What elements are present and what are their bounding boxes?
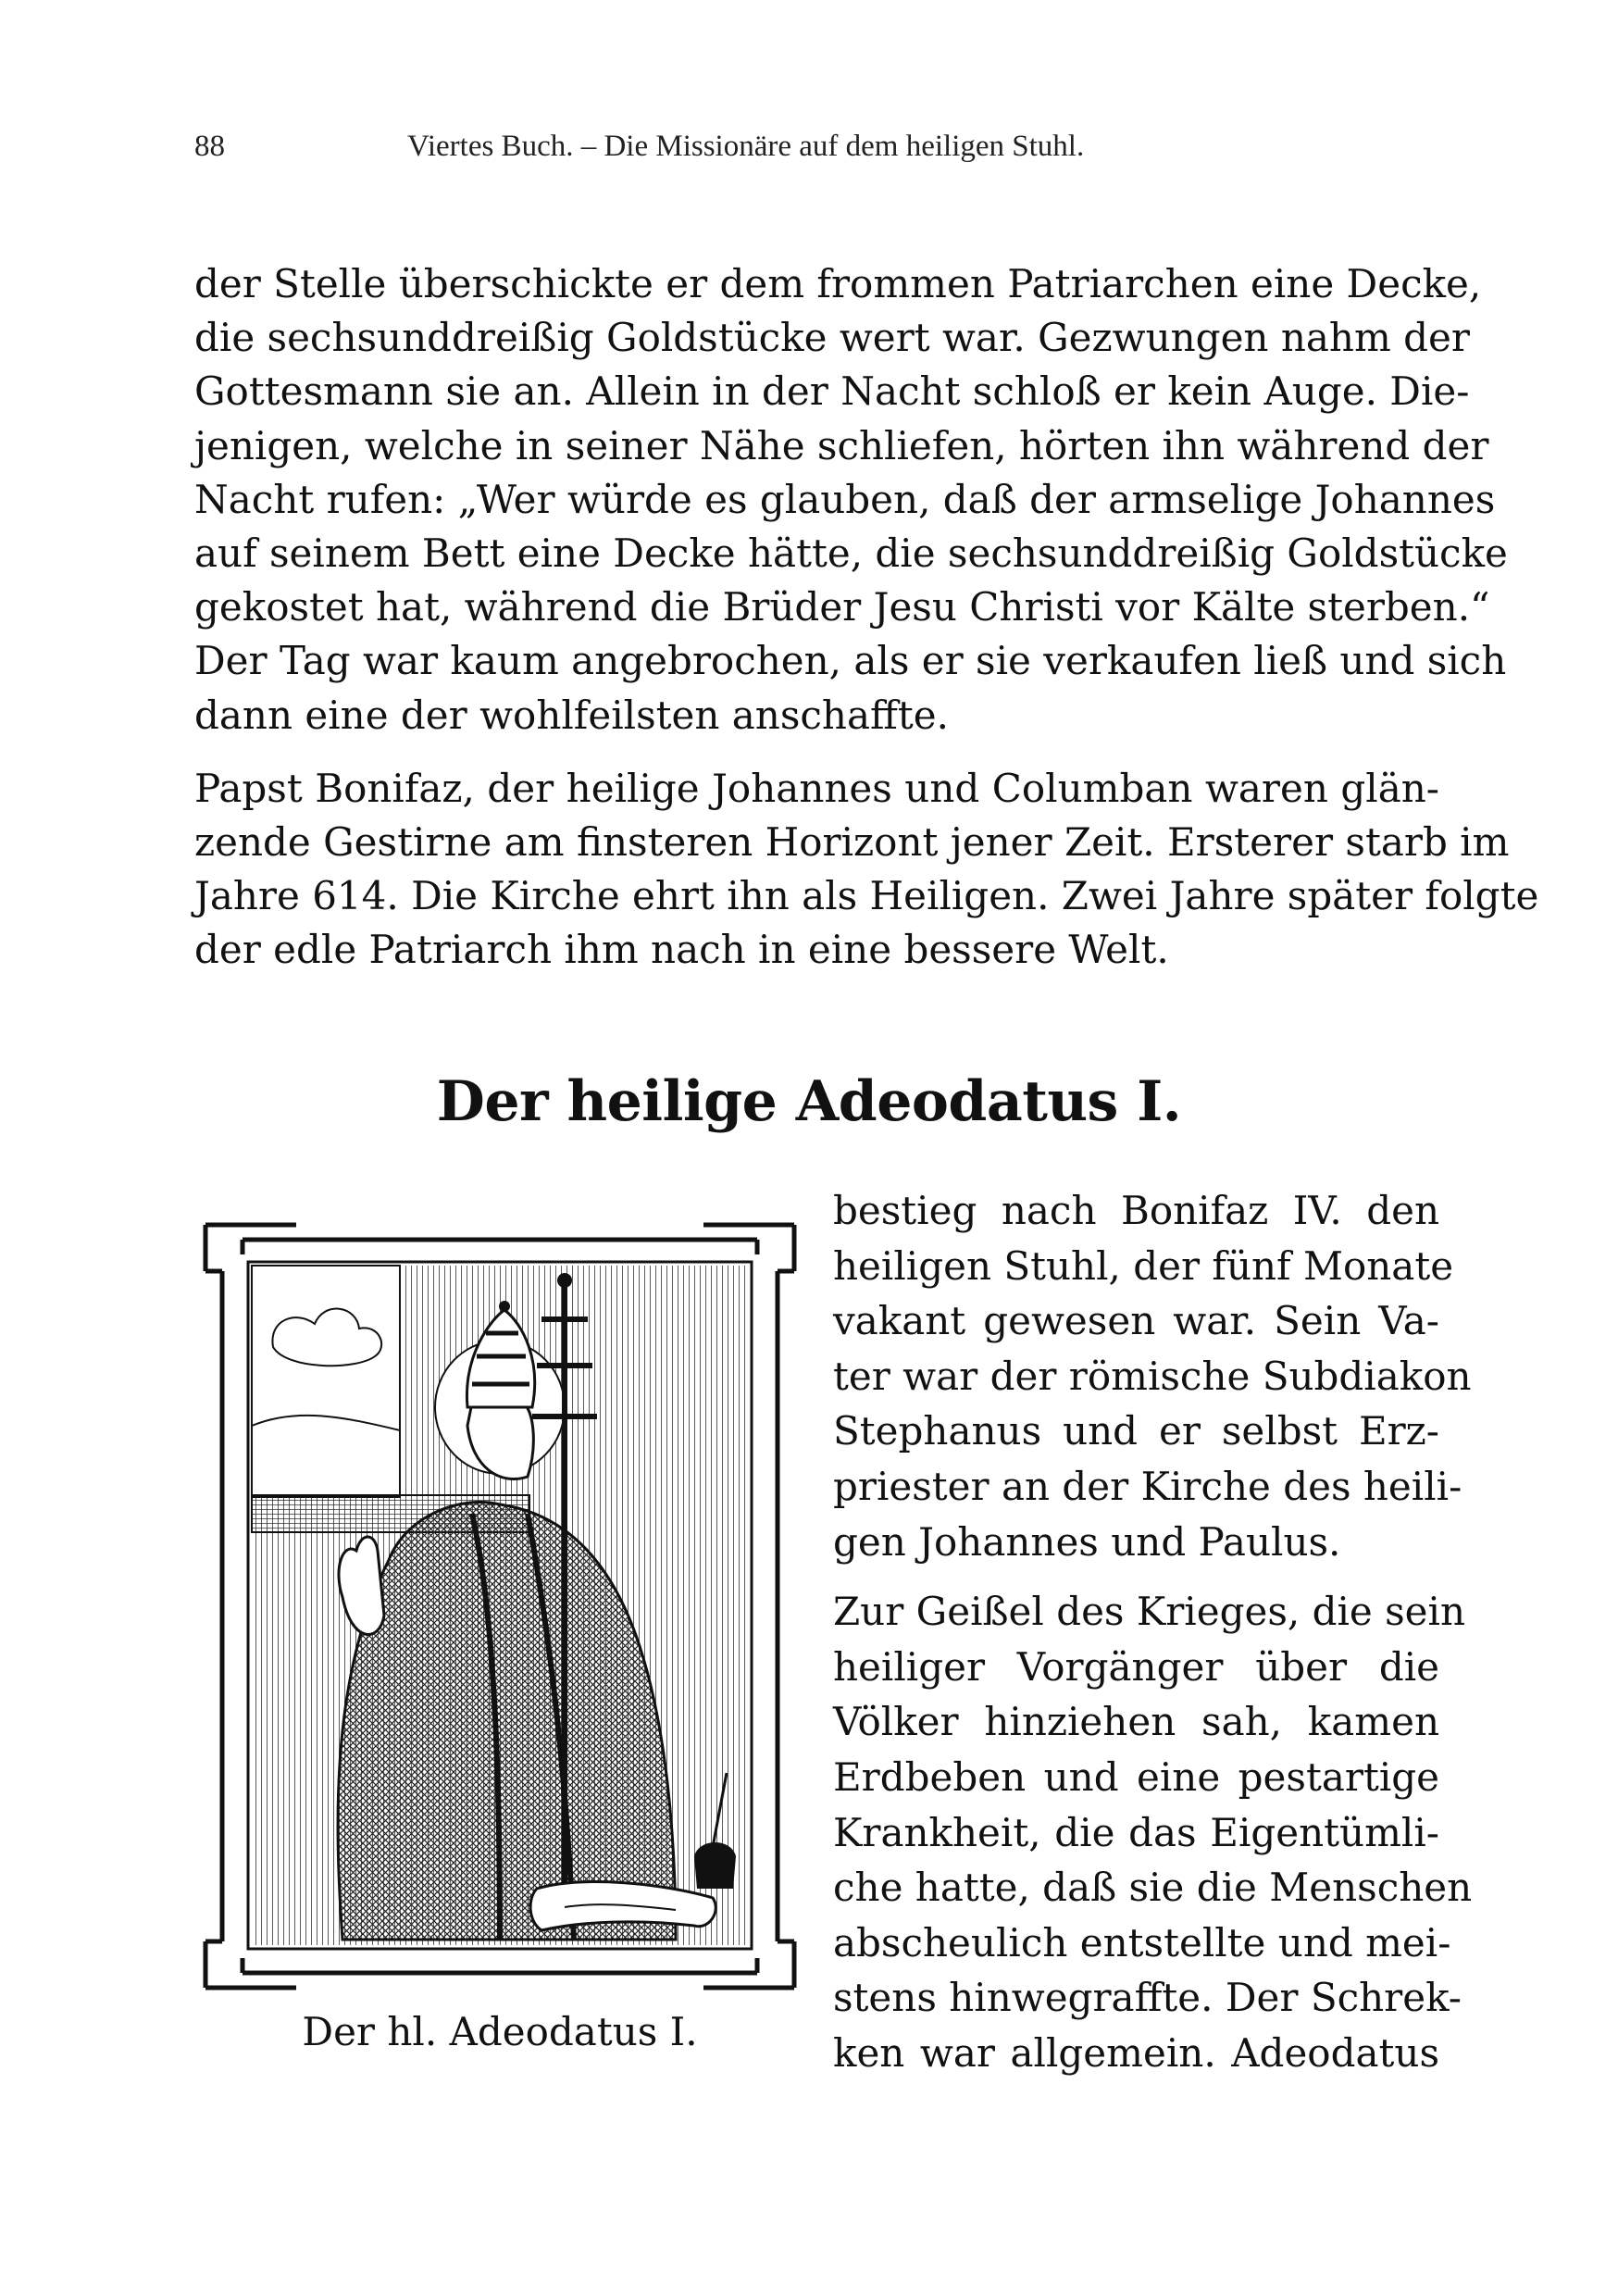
- page-number: 88: [194, 130, 225, 163]
- text-line: auf seinem Bett eine Decke hätte, die sechsunddreißig Goldstücke: [194, 530, 1508, 577]
- text-line: ken war allgemein. Adeodatus: [833, 2029, 1439, 2076]
- running-title: Viertes Buch. – Die Missionäre auf dem heiligen Stuhl.: [407, 130, 1085, 163]
- text-line: Gottesmann sie an. Allein in der Nacht schloß er kein Auge. Die-: [194, 368, 1470, 415]
- text-line: zende Gestirne am finsteren Horizont jener Zeit. Ersterer starb im: [194, 819, 1510, 866]
- figure-caption: Der hl. Adeodatus I.: [302, 2009, 698, 2054]
- text-line: heiligen Stuhl, der fünf Monate: [833, 1242, 1454, 1289]
- paragraph-1: [194, 257, 1508, 742]
- text-line: priester an der Kirche des heili-: [833, 1463, 1462, 1509]
- text-line: Papst Bonifaz, der heilige Johannes und Columban waren glän-: [194, 765, 1439, 811]
- text-line: Völker hinziehen sah, kamen: [833, 1699, 1439, 1745]
- text-line: che hatte, daß sie die Menschen: [833, 1865, 1473, 1911]
- portrait-illustration: [194, 1208, 805, 2004]
- column-paragraph-2: [833, 1584, 1473, 2080]
- text-line: gekostet hat, während die Brüder Jesu Christi vor Kälte sterben.“: [194, 584, 1490, 630]
- text-line: vakant gewesen war. Sein Va-: [833, 1298, 1439, 1344]
- text-line: Krankheit, die das Eigentümli-: [833, 1809, 1439, 1855]
- engraving-image: [194, 1208, 805, 2004]
- text-line: der edle Patriarch ihm nach in eine bessere Welt.: [194, 927, 1169, 973]
- text-line: der Stelle überschickte er dem frommen Patriarchen eine Decke,: [194, 261, 1482, 306]
- text-line: die sechsunddreißig Goldstücke wert war. Gezwungen nahm der: [194, 315, 1470, 361]
- text-line: Nacht rufen: „Wer würde es glauben, daß der armselige Johannes: [194, 476, 1496, 522]
- section-heading: Der heilige Adeodatus I.: [436, 1069, 1182, 1134]
- text-line: gen Johannes und Paulus.: [833, 1518, 1341, 1565]
- text-line: Erdbeben und eine pestartige: [833, 1753, 1439, 1800]
- text-line: bestieg nach Bonifaz IV. den: [833, 1188, 1439, 1233]
- text-line: jenigen, welche in seiner Nähe schliefen, hörten ihn während der: [194, 422, 1489, 468]
- text-line: heiliger Vorgänger über die: [833, 1643, 1439, 1690]
- text-line: ter war der römische Subdiakon: [833, 1353, 1472, 1399]
- text-line: abscheulich entstellte und mei-: [833, 1919, 1451, 1965]
- text-line: stens hinwegraffte. Der Schrek-: [833, 1975, 1462, 2021]
- running-header: [194, 130, 1439, 174]
- body-text: [194, 257, 1539, 997]
- inkwell: [694, 1842, 736, 1889]
- text-line: Stephanus und er selbst Erz-: [833, 1408, 1439, 1454]
- paragraph-2: [194, 762, 1539, 978]
- column-text: [833, 1183, 1473, 2096]
- column-paragraph-1: [833, 1183, 1472, 1569]
- text-line: dann eine der wohlfeilsten anschaffte.: [194, 692, 949, 738]
- text-line: Zur Geißel des Krieges, die sein: [833, 1589, 1465, 1635]
- text-line: Jahre 614. Die Kirche ehrt ihn als Heiligen. Zwei Jahre später folgte: [194, 873, 1539, 919]
- text-line: Der Tag war kaum angebrochen, als er sie verkaufen ließ und sich: [194, 638, 1507, 684]
